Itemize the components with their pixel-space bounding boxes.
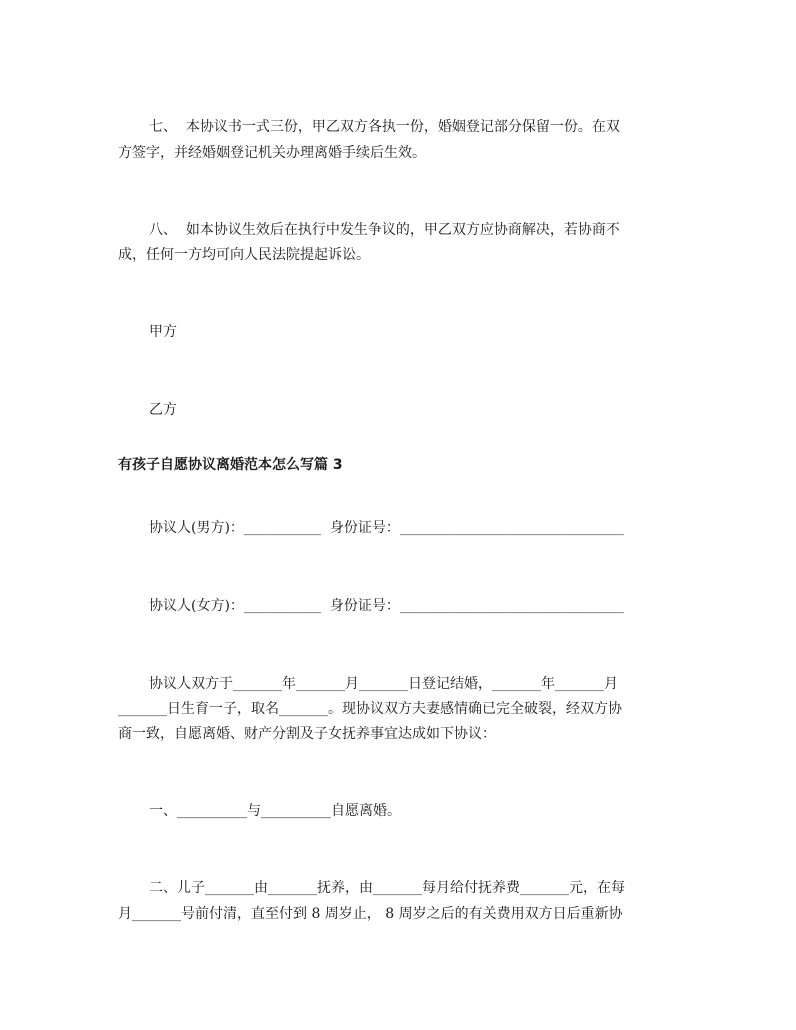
article-2-line-2: 月_______号前付清，直至付到 8 周岁止， 8 周岁之后的有关费用双方日后重新协 bbox=[118, 906, 623, 922]
clause-7-line-2: 方签字，并经婚姻登记机关办理离婚手续后生效。 bbox=[118, 145, 426, 161]
clause-8-line-1: 八、 如本协议生效后在执行中发生争议的，甲乙双方应协商解决，若协商不 bbox=[149, 222, 620, 238]
party-a-signature-label: 甲方 bbox=[149, 324, 177, 340]
intro-line-1: 协议人双方于_______年_______月_______日登记结婚，_______年_______月 bbox=[149, 676, 618, 692]
clause-8-line-2: 成，任何一方均可向人民法院提起诉讼。 bbox=[118, 247, 370, 263]
male-party-line: 协议人(男方)：___________ 身份证号：________________________________ bbox=[149, 520, 624, 536]
intro-line-2: _______日生育一子，取名_______。现协议双方夫妻感情确已完全破裂，经双方协 bbox=[118, 701, 622, 717]
article-2-line-1: 二、儿子_______由_______抚养，由_______每月给付抚养费_______元，在每 bbox=[149, 880, 625, 896]
party-b-signature-label: 乙方 bbox=[149, 402, 177, 418]
clause-7-line-1: 七、 本协议书一式三份，甲乙双方各执一份，婚姻登记部分保留一份。在双 bbox=[149, 119, 620, 135]
section-title: 有孩子自愿协议离婚范本怎么写篇 3 bbox=[118, 457, 343, 473]
article-1: 一、__________与__________自愿离婚。 bbox=[149, 803, 401, 819]
intro-line-3: 商一致，自愿离婚、财产分割及子女抚养事宜达成如下协议： bbox=[118, 726, 496, 742]
female-party-line: 协议人(女方)：___________ 身份证号：________________________________ bbox=[149, 598, 624, 614]
